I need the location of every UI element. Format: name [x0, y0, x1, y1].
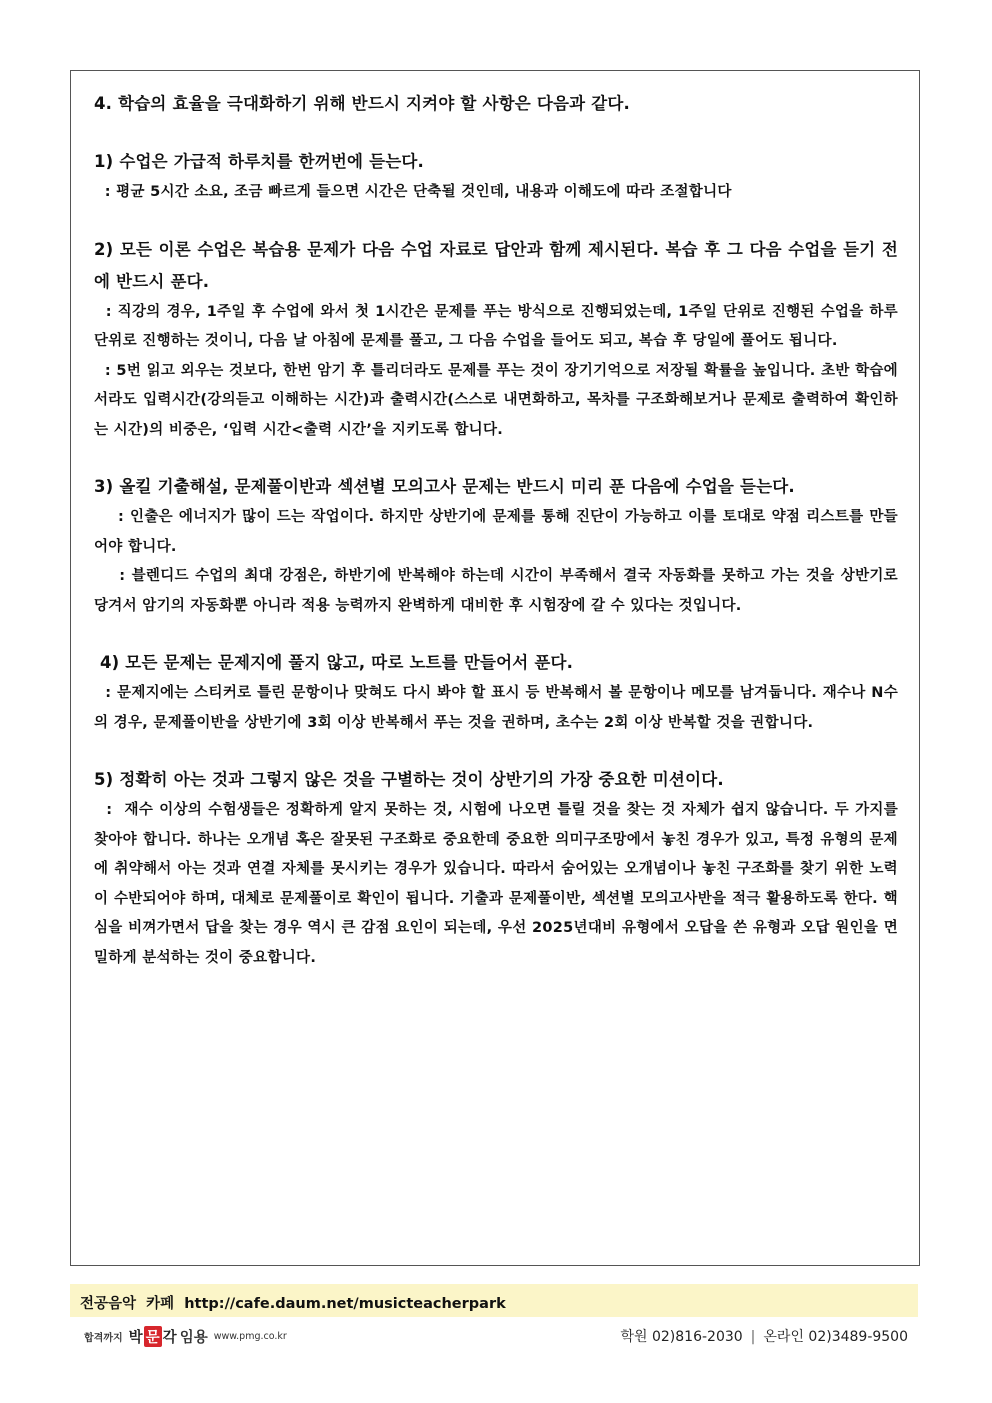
brand-logo-char-1: 박 [128, 1330, 143, 1346]
rule-5-heading: 5) 정확히 아는 것과 그렇지 않은 것을 구별하는 것이 상반기의 가장 중요한 미션이다. [94, 770, 724, 789]
rule-2-note-1: : 직강의 경우, 1주일 후 수업에 와서 첫 1시간은 문제를 푸는 방식으로 진행되었는데, 1주일 단위로 진행된 수업을 하루 단위로 진행하는 것이니, 다음 날 아침에 문제를 풀고, 그 다음 수업을 들어도 되고, 복습 후 당일에 풀어도 됩니다. [94, 303, 904, 349]
brand-logo [129, 1326, 208, 1347]
contact-online: 온라인 02)3489-9500 [763, 1329, 908, 1345]
rule-4-heading: 4) 모든 문제는 문제지에 풀지 않고, 따로 노트를 만들어서 푼다. [94, 653, 574, 672]
rule-3-note-1: : 인출은 에너지가 많이 드는 작업이다. 하지만 상반기에 문제를 통해 진단이 가능하고 이를 토대로 약점 리스트를 만들어야 합니다. [94, 509, 898, 555]
brand-logo-char-3: 각 [162, 1330, 177, 1346]
section-4-heading: 4. 학습의 효율을 극대화하기 위해 반드시 지켜야 할 사항은 다음과 같다. [94, 94, 630, 113]
footer-brand [84, 1326, 287, 1347]
footer-contact [620, 1326, 908, 1346]
rule-3-note-2: : 블렌디드 수업의 최대 강점은, 하반기에 반복해야 하는데 시간이 부족해서 결국 자동화를 못하고 가는 것을 상반기로 당겨서 암기의 자동화뿐 아니라 적용 능력까지 완벽하게 대비한 후 시험장에 갈 수 있다는 것입니다. [94, 568, 904, 614]
contact-academy: 학원 02)816-2030 [620, 1329, 743, 1345]
rule-5-note: : 재수 이상의 수험생들은 정확하게 알지 못하는 것, 시험에 나오면 틀릴 것을 찾는 것 자체가 쉽지 않습니다. 두 가지를 찾아야 합니다. 하나는 오개념 혹은 잘못된 구조화로 중요한데 중요한 의미구조망에서 놓친 경우가 있고, 특정 유형의 문제에 취약해서 아는 것과 연결 자체를 못시키는 경우가 있습니다. 따라서 숨어있는 오개념이나 놓친 구조화를 찾기 위한 노력이 수반되어야 하며, 대체로 문제풀이로 확인이 됩니다. 기출과 문제풀이반, 섹션별 모의고사반을 적극 활용하도록 한다. 핵심을 비껴가면서 답을 찾는 경우 역시 큰 감점 요인이 되는데, 우선 2025년대비 유형에서 오답을 쓴 유형과 오답 원인을 면밀하게 분석하는 것이 중요합니다. [94, 802, 904, 966]
rule-2-note-2: : 5번 읽고 외우는 것보다, 한번 암기 후 틀리더라도 문제를 푸는 것이 장기기억으로 저장될 확률을 높입니다. 초반 학습에서라도 입력시간(강의듣고 이해하는 시간)과 출력시간(스스로 내면화하고, 목차를 구조화해보거나 문제로 출력하여 확인하는 시간)의 비중은, ‘입력 시간<출력 시간’을 지키도록 합니다. [94, 362, 898, 438]
brand-logo-char-2: 문 [144, 1326, 162, 1347]
rule-1-note: : 평균 5시간 소요, 조금 빠르게 들으면 시간은 단축될 것인데, 내용과 이해도에 따라 조절합니다 [94, 184, 732, 200]
rule-3-heading: 3) 올킬 기출해설, 문제풀이반과 섹션별 모의고사 문제는 반드시 미리 푼 다음에 수업을 듣는다. [94, 477, 795, 496]
brand-logo-tail: 임용 [179, 1330, 208, 1346]
contact-separator: | [750, 1329, 756, 1345]
document-body [94, 88, 904, 973]
rule-4-note: : 문제지에는 스티커로 틀린 문항이나 맞혀도 다시 봐야 할 표시 등 반복해서 볼 문항이나 메모를 남겨둡니다. 재수나 N수의 경우, 문제풀이반을 상반기에 3회 이상 반복해서 푸는 것을 권하며, 초수는 2회 이상 반복할 것을 권합니다. [94, 685, 898, 731]
footer-cafe-link[interactable]: 전공음악 카페 http://cafe.daum.net/musicteacherpark [80, 1296, 506, 1312]
brand-prefix: 합격까지 [84, 1333, 123, 1344]
rule-2-heading: 2) 모든 이론 수업은 복습용 문제가 다음 수업 자료로 답안과 함께 제시된다. 복습 후 그 다음 수업을 듣기 전에 반드시 푼다. [94, 239, 898, 291]
rule-1-heading: 1) 수업은 가급적 하루치를 한꺼번에 듣는다. [94, 152, 424, 171]
brand-url[interactable]: www.pmg.co.kr [213, 1331, 287, 1342]
